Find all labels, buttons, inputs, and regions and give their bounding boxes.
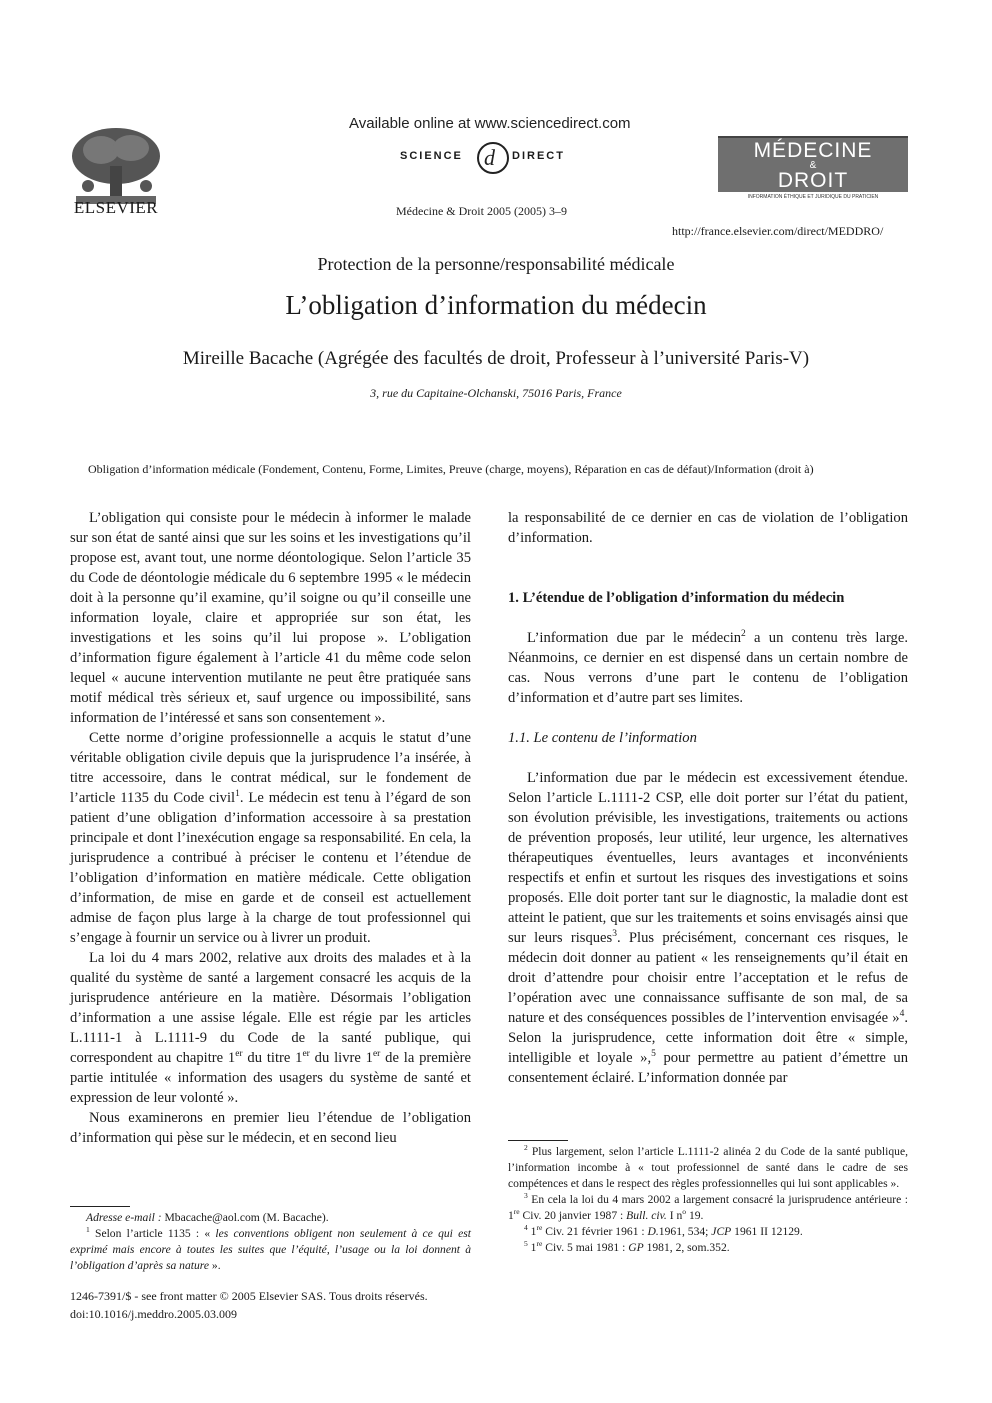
- right-footnotes: [508, 1144, 908, 1256]
- section-heading: Protection de la personne/responsabilité médicale: [317, 254, 675, 274]
- sciencedirect-logo: [398, 138, 588, 178]
- footnote-rule: [70, 1206, 130, 1207]
- left-column: [70, 508, 471, 1148]
- paragraph: Cette norme d’origine professionnelle a acquis le statut d’une véritable obligation civile depuis que la jurisprudence l’a insérée, à titre accessoire, dans le contrat médical, sur le fondement de l’article 1135 du Code civil$^1$. Le médecin est tenu à l’égard de son patient d’une obligation d’information accessoire à sa prestation principale et dont l’inexécution engage sa responsabilité. En cela, la jurisprudence a contribué à préciser le contenu et l’étendue de l’obligation d’information en matière médicale. Cette obligation d’information, de mise en garde et de conseil est actuellement admise de façon plus large à la charge de tout professionnel qui s’engage à fournir un service ou à livrer un produit.: [70, 730, 471, 946]
- author-line: Mireille Bacache (Agrégée des facultés de droit, Professeur à l’université Paris-V): [182, 348, 810, 369]
- paragraph: Nous examinerons en premier lieu l’étendue de l’obligation d’information qui pèse sur le médecin, et en second lieu: [70, 1110, 471, 1146]
- email-footnote: Adresse e-mail : Mbacache@aol.com (M. Bacache).: [86, 1211, 329, 1224]
- logo-amp: &: [809, 160, 817, 171]
- copyright-block: [70, 1287, 428, 1323]
- subsection-heading-1-1: 1.1. Le contenu de l’information: [508, 730, 697, 746]
- svg-text:d: d: [484, 145, 495, 170]
- footnote-ref[interactable]: 1: [235, 789, 240, 800]
- available-online-text: Available online at www.sciencedirect.com: [349, 115, 631, 132]
- logo-tagline: INFORMATION ÉTHIQUE ET JURIDIQUE DU PRATICIEN: [747, 194, 879, 200]
- journal-citation: Médecine & Droit 2005 (2005) 3–9: [396, 204, 567, 218]
- footnote-ref[interactable]: 2: [741, 629, 746, 640]
- medecine-droit-logo: [718, 118, 908, 212]
- sciencedirect-d-icon: [476, 138, 510, 178]
- footnote-3: $^3$ En cela la loi du 4 mars 2002 a largement consacré la jurisprudence antérieure : 1re Civ. 20 janvier 1987 : Bull. civ. I $n^o$ 19.: [508, 1191, 908, 1222]
- footnote-2: $^2$ Plus largement, selon l’article L.1111-2 alinéa 2 du Code de la santé publique, l’information incombe à « tout professionnel de santé dans le cadre de ses compétences et dans le respect des règles professionnelles qui lui sont applicables ».: [508, 1143, 908, 1190]
- logo-line2: DROIT: [777, 169, 849, 192]
- sd-right-word: DIRECT: [512, 150, 565, 162]
- publisher-name: ELSEVIER: [73, 198, 159, 217]
- sd-left-word: SCIENCE: [400, 150, 463, 162]
- paragraph: L’information due par le médecin$^2$ a un contenu très large. Néanmoins, ce dernier en est dispensé dans un certain nombre de cas. Nous verrons d’une part le contenu de l’obligation d’information et d’autre part ses limites.: [508, 629, 908, 706]
- paragraph: La loi du 4 mars 2002, relative aux droits des malades et à la qualité du système de santé a largement consacré les acquis de la jurisprudence antérieure en la matière. Désormais l’obligation d’information a une assise légale. Elle est régie par les articles L.1111-1 à L.1111-9 du Code de la santé publique, qui correspondent au chapitre 1er du titre 1er du livre 1er de la première partie intitulée « information des usagers du système de santé et expression de leur volonté ».: [70, 950, 471, 1106]
- right-column: [508, 508, 908, 1088]
- logo-line1: MÉDECINE: [753, 139, 873, 162]
- paragraph: la responsabilité de ce dernier en cas de violation de l’obligation d’information.: [508, 510, 908, 546]
- doi-line[interactable]: doi:10.1016/j.meddro.2005.03.009: [70, 1307, 237, 1321]
- author-address: 3, rue du Capitaine-Olchanski, 75016 Paris, France: [370, 386, 622, 400]
- footnote-rule: [508, 1140, 568, 1141]
- keywords-line: Obligation d’information médicale (Fondement, Contenu, Forme, Limites, Preuve (charge, moyens), Réparation en cas de défaut)/Information (droit à): [88, 462, 814, 476]
- footnote-1: $^1$ Selon l’article 1135 : « les conventions obligent non seulement à ce qui est exprimé mais encore à toutes les suites que l’équité, l’usage ou la loi donnent à l’obligation d’après sa nature ».: [70, 1225, 471, 1272]
- journal-url[interactable]: http://france.elsevier.com/direct/MEDDRO/: [672, 224, 884, 238]
- copyright-line: 1246-7391/$ - see front matter © 2005 Elsevier SAS. Tous droits réservés.: [70, 1289, 428, 1303]
- section-heading-1: 1. L’étendue de l’obligation d’information du médecin: [508, 590, 845, 606]
- paragraph: L’information due par le médecin est excessivement étendue. Selon l’article L.1111-2 CSP, elle doit porter sur l’état du patient, son évolution prévisible, les investigations, traitements ou actions de prévention proposés, leur utilité, leur urgence, les alternatives thérapeutiques éventuelles, leurs avantages et inconvénients respectifs et enfin et surtout les risques des investigations et soins proposés. Elle doit porter tant sur le diagnostic, la maladie dont est atteint le patient, que sur les traitements et soins envisagés ainsi que sur leurs risques$^3$. Plus précisément, concernant ces risques, le médecin doit donner au patient « les renseignements qu’il était en droit d’attendre pour choisir entre l’acceptation et le refus de l’opération avec une connaissance suffisante de son mal, de sa nature et des conséquences possibles de l’intervention envisagée »$^4$. Selon la jurisprudence, cette information doit être « simple, intelligible et loyale »,$^5$ pour permettre au patient d’émettre un consentement éclairé. L’information donnée par: [508, 770, 908, 1086]
- left-footnotes: [70, 1210, 471, 1274]
- footnote-4: $^4$ 1re Civ. 21 février 1961 : D.1961, 534; JCP 1961 II 12129.: [524, 1223, 803, 1238]
- article-title: L’obligation d’information du médecin: [285, 290, 707, 320]
- footnote-ref[interactable]: 5: [651, 1049, 656, 1060]
- paragraph: L’obligation qui consiste pour le médecin à informer le malade sur son état de santé ainsi que sur les soins et les investigations qu’il propose est, avant tout, une norme déontologique. Selon l’article 35 du Code de déontologie médicale du 6 septembre 1995 « le médecin doit à la personne qu’il examine, qu’il soigne ou qu’il conseille une information loyale, claire et appropriée sur son état, les investigations et les soins qu’il lui propose ». L’obligation d’information figure également à l’article 41 du même code selon lequel « aucune intervention mutilante ne peut être pratiquée sans motif médical très sérieux et, sauf urgence ou impossibilité, sans information de l’intéressé et sans son consentement ».: [70, 510, 471, 726]
- footnote-ref[interactable]: 4: [899, 1009, 905, 1020]
- footnote-ref[interactable]: 3: [612, 929, 617, 940]
- footnote-5: $^5$ 1re Civ. 5 mai 1981 : GP 1981, 2, som.352.: [524, 1239, 730, 1254]
